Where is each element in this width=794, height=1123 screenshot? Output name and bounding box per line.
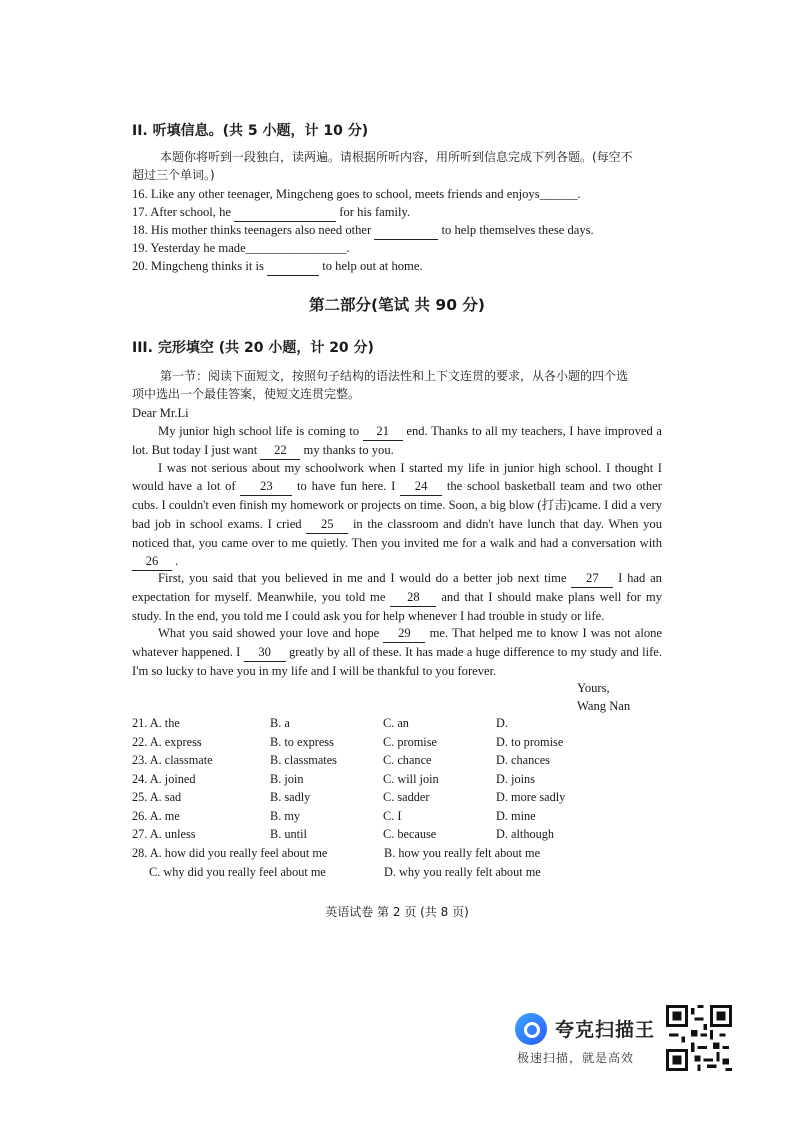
answer-blank-18 <box>374 221 438 240</box>
page-footer: 英语试卷 第 2 页 (共 8 页) <box>325 905 469 919</box>
cloze-blank-28: 28 <box>390 588 436 607</box>
option-22-c[interactable]: C. promise <box>383 734 437 749</box>
option-row-28 <box>132 846 672 864</box>
option-24-a[interactable]: 24. A. joined <box>132 771 196 786</box>
question-18 <box>132 221 594 240</box>
question-19: 19. Yesterday he made________________. <box>132 241 350 255</box>
section-2-instruction: 本题你将听到一段独白，读两遍。请根据所听内容，用所听到信息完成下列各题。(每空不 <box>160 150 633 164</box>
option-23-a[interactable]: 23. A. classmate <box>132 753 213 767</box>
cloze-blank-22: 22 <box>260 441 300 460</box>
cloze-blank-26: 26 <box>132 552 172 571</box>
quark-logo-icon <box>515 1013 547 1045</box>
letter-paragraph-1: My junior high school life is coming to 21 end. Thanks to all my teachers, I have improved a lot. But today I just want 22 my thanks to you. <box>132 422 662 460</box>
option-23-b[interactable]: B. classmates <box>270 753 337 767</box>
option-24-c[interactable]: C. will join <box>383 771 439 786</box>
question-20-text: 20. Mingcheng thinks it is <box>132 259 264 273</box>
letter-signature: Wang Nan <box>577 699 631 713</box>
question-17-text-end: for his family. <box>339 205 411 219</box>
section-3-instruction-cont: 项中选出一个最佳答案，使短文连贯完整。 <box>132 387 361 401</box>
option-23-d[interactable]: D. chances <box>496 753 550 767</box>
section-3-heading: III. 完形填空 (共 20 小题，计 20 分) <box>132 340 374 356</box>
section-3-instruction: 第一节：阅读下面短文，按照句子结构的语法性和上下文连贯的要求，从各小题的四个选 <box>160 369 629 383</box>
option-21-c[interactable]: C. an <box>383 716 409 730</box>
answer-blank-20 <box>267 257 319 276</box>
option-row-22 <box>132 735 672 753</box>
option-23-c[interactable]: C. chance <box>383 753 432 767</box>
letter-paragraph-4: What you said showed your love and hope 29 me. That helped me to know I was not alone whatever happened. I 30 greatly by all of these. It has made a huge difference to my study and life. I'm so lucky to have you in my life and I will be thankful to you forever. <box>132 626 663 679</box>
option-28-a[interactable]: 28. A. how did you really feel about me <box>132 846 328 860</box>
option-row-26 <box>132 809 672 827</box>
scanner-slogan: 极速扫描，就是高效 <box>517 1051 635 1065</box>
option-row-23 <box>132 753 672 771</box>
option-26-b[interactable]: B. my <box>270 808 301 823</box>
option-24-b[interactable]: B. join <box>270 771 304 786</box>
cloze-blank-23: 23 <box>240 477 292 496</box>
option-21-d[interactable]: D. <box>496 716 508 730</box>
option-25-b[interactable]: B. sadly <box>270 790 311 804</box>
question-17-text: 17. After school, he <box>132 205 231 219</box>
letter-paragraph-2: I was not serious about my schoolwork when I started my life in junior high school. I thought I would have a lot of 23 to have fun here. I 24 the school basketball team and two other cubs. I couldn't even finish my homework or projects on time. Soon, a big blow (打击)came. I did a very bad job in school exams. I cried 25 in the classroom and didn't have lunch that day. When you noticed that, you came over to me quietly. Then you invited me for a walk and had a conversation with 26 . <box>132 459 662 571</box>
question-17 <box>132 203 410 222</box>
cloze-blank-21: 21 <box>363 422 403 441</box>
option-22-d[interactable]: D. to promise <box>496 734 564 749</box>
scanner-app-name: 夸克扫描王 <box>555 1019 656 1041</box>
question-20-text-end: to help out at home. <box>322 259 423 273</box>
letter-paragraph-3: First, you said that you believed in me and I would do a better job next time 27 I had an expectation for myself. Meanwhile, you told me 28 and that I should make plans well for my study. In the end, you told me I could ask you for help whenever I had trouble in study or life. <box>132 571 662 624</box>
option-28-c[interactable]: C. why did you really feel about me <box>149 865 326 879</box>
question-18-text: 18. His mother thinks teenagers also need other <box>132 223 372 237</box>
option-25-c[interactable]: C. sadder <box>383 790 430 804</box>
part-2-title: 第二部分(笔试 共 90 分) <box>309 296 485 314</box>
option-26-d[interactable]: D. mine <box>496 808 536 823</box>
cloze-blank-25: 25 <box>306 515 348 534</box>
scanner-watermark <box>513 1009 663 1067</box>
option-25-a[interactable]: 25. A. sad <box>132 790 182 804</box>
option-28-d[interactable]: D. why you really felt about me <box>384 865 541 879</box>
option-row-25 <box>132 790 672 808</box>
option-27-c[interactable]: C. because <box>383 827 437 841</box>
question-20 <box>132 257 423 276</box>
option-22-b[interactable]: B. to express <box>270 734 334 749</box>
option-22-a[interactable]: 22. A. express <box>132 734 202 749</box>
question-16: 16. Like any other teenager, Mingcheng goes to school, meets friends and enjoys______. <box>132 187 581 201</box>
cloze-blank-27: 27 <box>571 569 613 588</box>
option-28-b[interactable]: B. how you really felt about me <box>384 846 541 860</box>
option-26-c[interactable]: C. I <box>383 808 402 823</box>
answer-blank-17 <box>234 203 336 222</box>
option-row-21 <box>132 716 672 734</box>
cloze-blank-29: 29 <box>383 624 425 643</box>
option-27-b[interactable]: B. until <box>270 827 307 841</box>
option-row-28-cont <box>132 865 672 883</box>
cloze-blank-24: 24 <box>400 477 442 496</box>
option-21-a[interactable]: 21. A. the <box>132 716 180 730</box>
option-21-b[interactable]: B. a <box>270 716 290 730</box>
letter-greeting: Dear Mr.Li <box>132 406 189 420</box>
option-row-27 <box>132 827 672 845</box>
option-27-d[interactable]: D. although <box>496 827 555 841</box>
section-2-heading: II. 听填信息。(共 5 小题，计 10 分) <box>132 123 369 139</box>
option-25-d[interactable]: D. more sadly <box>496 790 566 804</box>
letter-closing: Yours, <box>577 681 610 695</box>
option-row-24 <box>132 772 672 790</box>
cloze-blank-30: 30 <box>244 643 286 662</box>
qr-code-icon <box>666 1005 732 1071</box>
option-26-a[interactable]: 26. A. me <box>132 808 180 823</box>
question-18-text-end: to help themselves these days. <box>441 223 594 237</box>
section-2-instruction-cont: 超过三个单词。) <box>132 168 215 182</box>
option-27-a[interactable]: 27. A. unless <box>132 827 196 841</box>
option-24-d[interactable]: D. joins <box>496 771 535 786</box>
